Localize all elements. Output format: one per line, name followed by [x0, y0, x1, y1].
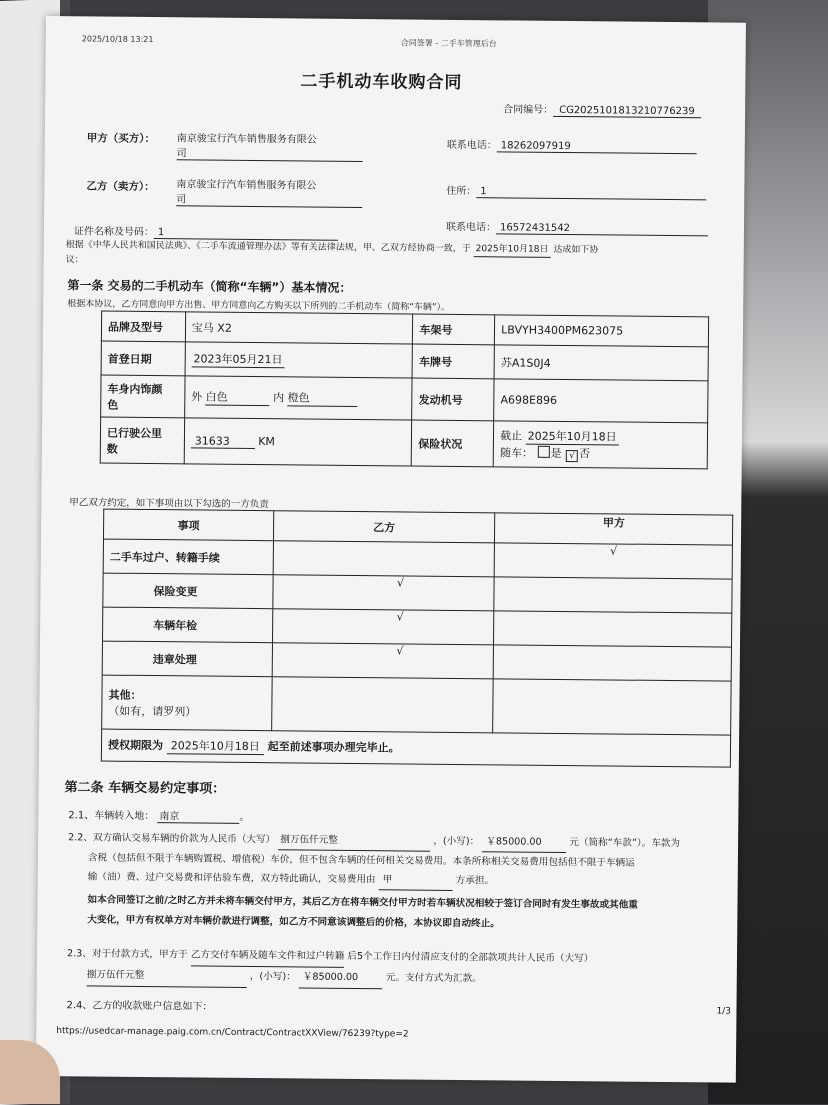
- payment-amount: ￥85000.00: [299, 967, 383, 989]
- seller-phone: [446, 218, 708, 237]
- brand-label: 品牌及型号: [101, 311, 185, 342]
- clause-2-3-text-c: ，(小写)：: [249, 971, 296, 983]
- color-values: [184, 376, 412, 420]
- other-note: （如有，请罗列）: [108, 704, 197, 718]
- print-page-title: 合同签署 - 二手车管理后台: [400, 38, 497, 49]
- responsibility-item: 二手车过户、转籍手续: [103, 539, 273, 575]
- bold-line-1: 如本合同签订之前/之时乙方并未将车辆交付甲方，其后乙方在将车辆交付甲方时若车辆状况相较于签订合同时有发生事故或其他重: [87, 894, 638, 911]
- contract-number-value: CG2025101813210776239: [553, 105, 701, 118]
- engine-label: 发动机号: [412, 378, 494, 421]
- buyer-name-line1: 南京骏宝行汽车销售服务有限公: [176, 133, 317, 146]
- payment-upper: 捌万伍仟元整: [87, 965, 247, 988]
- mileage-value: 31633: [191, 434, 255, 449]
- vehicle-row-mileage: [100, 417, 707, 469]
- preamble-text: 根据《中华人民共和国民法典》、《二手车流通管理办法》等有关法律法规，甲、乙双方经协商一致，于: [65, 240, 471, 255]
- vehicle-row-reg: [101, 341, 708, 381]
- clause-2-2-line3-end: 方承担。: [455, 874, 495, 887]
- color-label-line2: 色: [107, 398, 119, 412]
- contract-number-label: 合同编号：: [503, 104, 554, 116]
- interior-color: 橙色: [288, 389, 358, 407]
- responsibility-a: [494, 645, 732, 681]
- buyer-phone-value: 18262097919: [497, 140, 697, 154]
- buyer-name: [177, 129, 363, 162]
- destination-value: 南京: [157, 807, 239, 824]
- insurance-prefix: 截止: [500, 428, 523, 443]
- seller-name-line1: 南京骏宝行汽车销售服务有限公: [176, 179, 317, 192]
- mileage-label-line2: 数: [106, 442, 118, 456]
- accessory-label: 随车：: [499, 445, 534, 460]
- responsibility-b: √: [272, 609, 494, 645]
- responsibility-b: √: [273, 575, 495, 611]
- auth-suffix: 起至前述事项办理完毕止。: [267, 740, 400, 755]
- yes-label: 是: [550, 446, 562, 460]
- clause-2-2-bold: [87, 890, 747, 936]
- vehicle-info-table: [100, 311, 709, 470]
- authorization-row: [101, 729, 730, 767]
- exterior-color: 白色: [206, 389, 270, 407]
- page-number: 1/3: [716, 1006, 732, 1017]
- checkbox-no: √: [566, 450, 578, 462]
- seller-name: [176, 175, 362, 208]
- clause-2-2: [68, 828, 749, 894]
- auth-label: 授权期限为: [107, 738, 164, 753]
- clause-2-2-text-b: ，(小写)：: [433, 835, 480, 848]
- vin-value: LBVYH3400PM623075: [495, 315, 709, 347]
- interior-prefix: 内: [273, 391, 285, 405]
- plate-label: 车牌号: [412, 344, 494, 379]
- article1-heading: 第一条 交易的二手机动车（简称“车辆”）基本情况：: [67, 278, 352, 295]
- seller-phone-value: 16572431542: [496, 222, 708, 236]
- mileage-cell: [184, 418, 412, 466]
- article2-heading: 第二条 车辆交易约定事项：: [64, 780, 226, 797]
- responsibility-b: [273, 541, 495, 577]
- contract-number: [503, 100, 701, 118]
- insurance-date: 2025年10月18日: [526, 427, 619, 445]
- clause-2-2-line3: 输（油）费、过户交易费和评估验车费，双方特此确认，交易费用由: [87, 871, 376, 886]
- responsibility-item: 保险变更: [103, 573, 273, 609]
- responsibility-item: 车辆年检: [103, 607, 273, 643]
- mileage-unit: KM: [258, 434, 276, 448]
- clause-2-2-text-a: 2.2、双方确认交易车辆的价款为人民币（大写）: [68, 832, 276, 846]
- preamble-date: 2025年10月18日: [474, 242, 551, 258]
- clause-2-2-line2: 含税（包括但不限于车辆购置税、增值税）车价，但不包含车辆的任何相关交易费用。本条所称相关交易费用包括但不限于车辆运: [87, 852, 635, 869]
- checkbox-yes: [537, 445, 549, 457]
- col-a-header: 甲方: [495, 513, 733, 545]
- address-value: 1: [476, 186, 706, 200]
- responsibility-table: [101, 509, 733, 768]
- reg-date-value: 2023年05月21日: [191, 350, 284, 368]
- buyer-name-line2: 司: [176, 148, 187, 160]
- price-amount: ￥85000.00: [482, 832, 566, 853]
- buyer-phone-label: 联系电话：: [446, 139, 497, 152]
- clause-2-4: 2.4、乙方的收款账户信息如下：: [66, 1000, 213, 1013]
- clause-2-1: [68, 806, 249, 824]
- bold-line-2: 大变化，甲方有权单方对车辆价款进行调整，如乙方不同意该调整后的价格，本协议即自动终止。: [87, 914, 500, 930]
- seller-label: 乙方（卖方）：: [86, 180, 155, 194]
- mileage-label: [100, 417, 184, 464]
- fee-payer: 甲: [378, 870, 452, 891]
- print-date: 2025/10/18 13:21: [81, 34, 154, 45]
- clause-2-3-text-d: 元。支付方式为汇款。: [385, 972, 482, 985]
- contract-title: 二手机动车收购合同: [300, 71, 463, 93]
- other-cell: [102, 675, 272, 731]
- responsibility-item: 违章处理: [102, 641, 272, 677]
- id-label: 证件名称及号码：: [73, 226, 154, 239]
- address-label: 住所：: [446, 185, 477, 198]
- vehicle-row-color: [101, 375, 708, 423]
- seller-address: [446, 182, 706, 200]
- insurance-label: 保险状况: [412, 420, 494, 467]
- preamble: [66, 238, 716, 273]
- color-label-line1: 车身内饰颜: [107, 382, 163, 396]
- col-item-header: 事项: [103, 509, 273, 541]
- exterior-prefix: 外: [191, 390, 203, 404]
- responsibility-b: √: [272, 643, 494, 679]
- vin-label: 车架号: [413, 314, 495, 345]
- responsibility-other-row: [102, 675, 731, 735]
- authorization-cell: [101, 729, 730, 767]
- reg-date-cell: [185, 342, 413, 378]
- footer-url: https://usedcar-manage.paig.com.cn/Contract/ContractXXView/76239?type=2: [56, 1026, 409, 1040]
- responsibility-intro: 甲乙双方约定，如下事项由以下勾选的一方负责: [69, 497, 269, 511]
- buyer-label: 甲方（买方）：: [86, 132, 156, 146]
- insurance-cell: [493, 421, 707, 469]
- seller-name-line2: 司: [176, 194, 187, 206]
- contract-page: [36, 16, 746, 1083]
- other-b: [271, 677, 493, 733]
- reg-date-label: 首登日期: [101, 341, 185, 376]
- clause-2-3-text-b: 后5个工作日内付清应支付的全部款项共计人民币（大写）: [347, 950, 594, 965]
- id-value: 1: [154, 227, 338, 241]
- auth-date: 2025年10月18日: [167, 737, 264, 755]
- payment-condition: 乙方交付车辆及随车文件和过户转籍: [191, 945, 345, 967]
- mileage-label-line1: 已行驶公里: [106, 426, 163, 440]
- responsibility-a: [494, 611, 732, 647]
- price-upper: 捌万伍仟元整: [278, 830, 430, 851]
- preamble-text-2: 达成如下协: [553, 244, 599, 256]
- clause-2-3: [67, 944, 747, 993]
- responsibility-a: √: [495, 543, 733, 579]
- color-label: [101, 375, 185, 418]
- other-a: [493, 679, 731, 735]
- plate-value: 苏A1S0J4: [494, 345, 708, 381]
- responsibility-a: [494, 577, 732, 613]
- seller-phone-label: 联系电话：: [445, 221, 497, 234]
- no-label: 否: [578, 446, 591, 460]
- clause-2-3-text-a: 2.3、对于付款方式，甲方于: [66, 948, 188, 961]
- engine-value: A698E896: [494, 379, 708, 423]
- article1-intro: 根据本协议，乙方同意向甲方出售、甲方同意向乙方购买以下所列的二手机动车（简称“车辆”）。: [67, 299, 451, 313]
- col-b-header: 乙方: [273, 511, 495, 543]
- clause-2-1-end: 。: [239, 811, 250, 823]
- clause-2-1-label: 2.1、车辆转入地：: [68, 810, 155, 823]
- brand-value: 宝马 X2: [185, 312, 413, 344]
- preamble-text-3: 议：: [65, 255, 84, 266]
- other-label: 其他：: [108, 688, 142, 702]
- clause-2-2-text-c: 元（简称“车款”）。车款为: [569, 837, 681, 850]
- buyer-phone: [447, 136, 697, 154]
